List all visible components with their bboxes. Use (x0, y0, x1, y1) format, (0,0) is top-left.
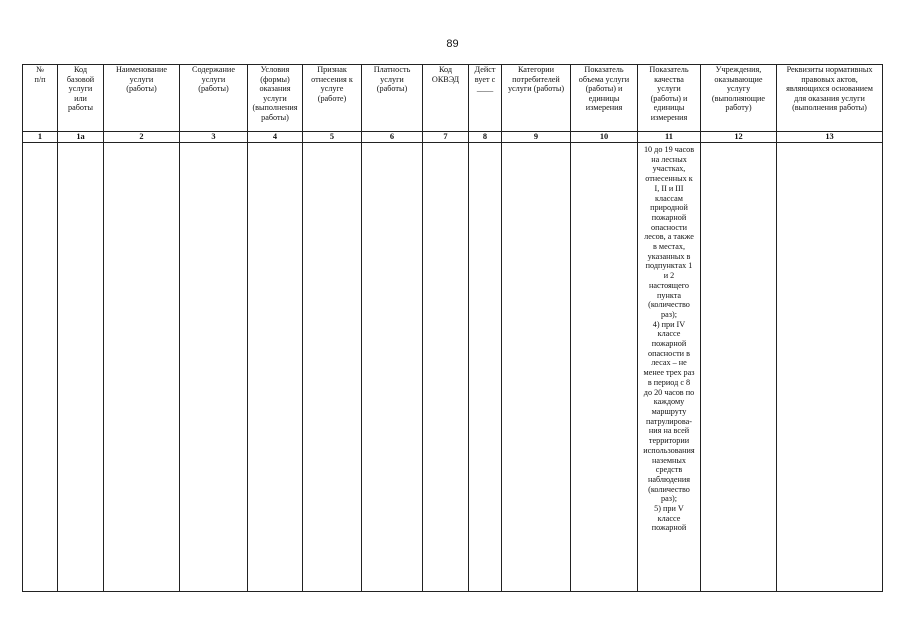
column-number: 8 (469, 132, 502, 143)
table-cell (248, 143, 303, 592)
header-cell-service-name: Наименование услуги (работы) (104, 65, 180, 132)
table-cell (701, 143, 777, 592)
header-cell-institutions: Учреждения, оказывающие услугу (выполняющие работу) (701, 65, 777, 132)
table-cell (362, 143, 423, 592)
quality-indicator-cell (638, 143, 701, 592)
header-cell-valid-from: Дейст вует с ____ (469, 65, 502, 132)
header-cell-payment: Платность услуги (работы) (362, 65, 423, 132)
column-number: 1а (58, 132, 104, 143)
column-number: 7 (423, 132, 469, 143)
table-cell (423, 143, 469, 592)
header-row (23, 65, 883, 132)
column-number: 6 (362, 132, 423, 143)
column-number: 9 (502, 132, 571, 143)
services-register-table (22, 64, 883, 592)
table-cell (571, 143, 638, 592)
page-number: 89 (446, 38, 459, 50)
column-number: 2 (104, 132, 180, 143)
column-number: 13 (777, 132, 883, 143)
header-cell-attribute: Признак отнесения к услуге (работе) (303, 65, 362, 132)
column-number: 10 (571, 132, 638, 143)
header-cell-base-code: Код базовой услуги или работы (58, 65, 104, 132)
table-cell (777, 143, 883, 592)
header-cell-legal-acts: Реквизиты нормативных правовых актов, являющихся основанием для оказания услуги (выполнения работы) (777, 65, 883, 132)
header-cell-quality-indicator: Показатель качества услуги (работы) и единицы измерения (638, 65, 701, 132)
header-cell-conditions: Условия (формы) оказания услуги (выполнения работы) (248, 65, 303, 132)
table-cell (303, 143, 362, 592)
table-cell (104, 143, 180, 592)
column-number: 4 (248, 132, 303, 143)
header-cell-okved: Код ОКВЭД (423, 65, 469, 132)
header-cell-volume-indicator: Показатель объема услуги (работы) и единицы измерения (571, 65, 638, 132)
column-number: 5 (303, 132, 362, 143)
table-cell (180, 143, 248, 592)
column-number: 12 (701, 132, 777, 143)
column-number: 1 (23, 132, 58, 143)
header-cell-consumers: Категории потребителей услуги (работы) (502, 65, 571, 132)
table-cell (23, 143, 58, 592)
column-number-row (23, 132, 883, 143)
table-cell (58, 143, 104, 592)
header-cell-service-content: Содержание услуги (работы) (180, 65, 248, 132)
column-number: 11 (638, 132, 701, 143)
table-cell (469, 143, 502, 592)
header-cell-npp: № п/п (23, 65, 58, 132)
column-number: 3 (180, 132, 248, 143)
table-cell (502, 143, 571, 592)
quality-indicator-text: 10 до 19 часов на лесных участках, отнесенных к I, II и III классам природной пожарной опасности лесов, а также в местах, указанных в подпунктах 1 и 2 настоящего пункта (количество раз); 4) при IV классе пожарной опасности в лесах – не менее трех раз в период с 8 до 20 часов по каждому маршруту патрулирова- ния на всей территории использования наземных средств наблюдения (количество раз); 5) при V классе пожарной (643, 145, 695, 533)
table-row (23, 143, 883, 592)
